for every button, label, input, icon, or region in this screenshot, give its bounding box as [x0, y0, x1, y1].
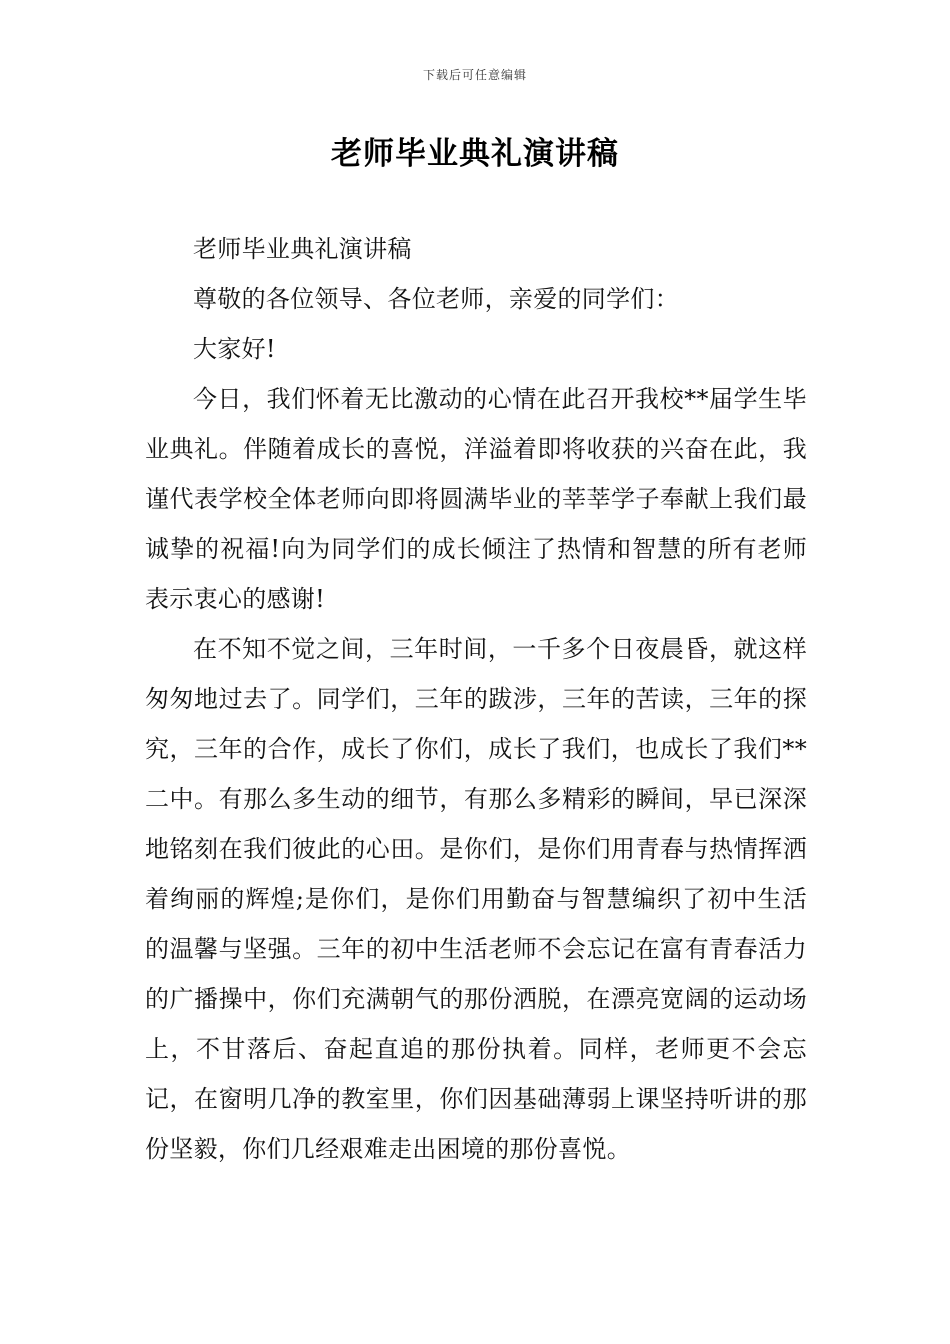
header-note: 下载后可任意编辑 — [422, 68, 527, 82]
paragraph-memories: 在不知不觉之间，三年时间，一千多个日夜晨昏，就这样匆匆地过去了。同学们，三年的跋涉，三年的苦读，三年的探究，三年的合作，成长了你们，成长了我们，也成长了我们**二中。有那么多生动的细节，有那么多精彩的瞬间，早已深深地铭刻在我们彼此的心田。是你们，是你们用青春与热情挥洒着绚丽的辉煌;是你们，是你们用勤奋与智慧编织了初中生活的温馨与坚强。三年的初中生活老师不会忘记在富有青春活力的广播操中，你们充满朝气的那份洒脱，在漂亮宽阔的运动场上，不甘落后、奋起直追的那份执着。同样，老师更不会忘记，在窗明几净的教室里，你们因基础薄弱上课坚持听讲的那份坚毅，你们几经艰难走出困境的那份喜悦。 — [145, 635, 807, 1163]
document-title: 老师毕业典礼演讲稿 — [331, 136, 619, 172]
paragraph-opening: 今日，我们怀着无比激动的心情在此召开我校**届学生毕业典礼。伴随着成长的喜悦，洋溢着即将收获的兴奋在此，我谨代表学校全体老师向即将圆满毕业的莘莘学子奉献上我们最诚挚的祝福!向为同学们的成长倾注了热情和智慧的所有老师表示衷心的感谢! — [145, 385, 807, 613]
greeting: 大家好! — [193, 335, 276, 363]
salutation: 尊敬的各位领导、各位老师，亲爱的同学们： — [193, 285, 679, 313]
body-subtitle: 老师毕业典礼演讲稿 — [193, 235, 412, 263]
document-body — [145, 224, 807, 1174]
